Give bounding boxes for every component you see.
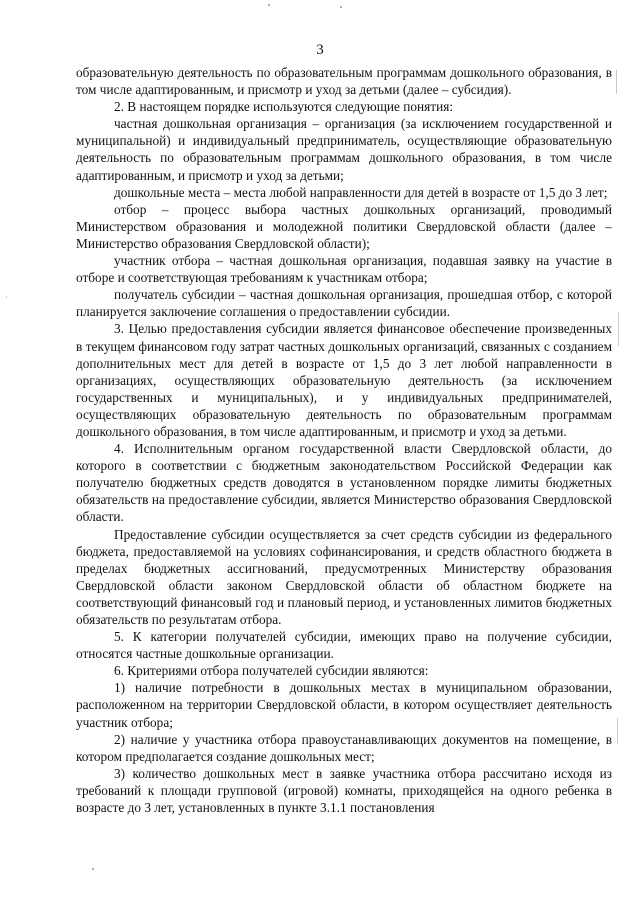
paragraph: 5. К категории получателей субсидии, имеющих право на получение субсидии, относятся частные дошкольные организации. (76, 629, 612, 662)
paragraph: 2. В настоящем порядке используются следующие понятия: (114, 99, 454, 115)
scan-artifact (618, 312, 619, 346)
paragraph: 1) наличие потребности в дошкольных местах в муниципальном образовании, расположенном на территории Свердловской области, в котором осуществляет деятельность участник отбора; (76, 680, 612, 730)
document-body (76, 64, 612, 816)
page-number: 3 (316, 42, 324, 58)
scan-artifact (340, 6, 342, 8)
paragraph: 4. Исполнительным органом государственной власти Свердловской области, до которого в соответствии с бюджетным законодательством Российской Федерации как получателю бюджетных средств доводятся в установленном порядке лимиты бюджетных обязательств на предоставление субсидии, является Министерство образования Свердловской области. (76, 441, 612, 525)
paragraph: Предоставление субсидии осуществляется за счет средств субсидии из федерального бюджета, предоставляемой на условиях софинансирования, и средств областного бюджета в пределах бюджетных ассигнований, предусмотренных Министерству образования Свердловской области законом Свердловской области об областном бюджете на соответствующий финансовый год и плановый период, и установленных лимитов бюджетных обязательств по результатам отбора. (76, 526, 612, 627)
scan-artifact (6, 296, 7, 298)
paragraph: получатель субсидии – частная дошкольная организация, прошедшая отбор, с которой планируется заключение соглашения о предоставлении субсидии. (76, 287, 612, 320)
scan-artifact (92, 868, 94, 870)
paragraph: отбор – процесс выбора частных дошкольных организаций, проводимый Министерством образования и молодежной политики Свердловской области (далее – Министерство образования Свердловской области); (76, 201, 612, 251)
paragraph: 3. Целью предоставления субсидии является финансовое обеспечение произведенных в текущем финансовом году затрат частных дошкольных организаций, связанных с созданием дополнительных мест для детей в возрасте от 1,5 до 3 лет любой направленности в организациях, осуществляющих образовательную деятельность (за исключением государственных и муниципальных), и у индивидуальных предпринимателей, осуществляющих образовательную деятельность по образовательным программам дошкольного образования, в том числе адаптированным, и присмотр и уход за детьми. (76, 321, 612, 439)
paragraph: дошкольные места – места любой направленности для детей в возрасте от 1,5 до 3 лет; (114, 184, 608, 200)
paragraph: частная дошкольная организация – организация (за исключением государственной и муниципальной) и индивидуальный предприниматель, осуществляющие образовательную деятельность по образовательным программам дошкольного образования, в том числе адаптированным, и присмотр и уход за детьми; (76, 116, 612, 183)
paragraph: 3) количество дошкольных мест в заявке участника отбора рассчитано исходя из требований к площади групповой (игровой) комнаты, приходящейся на одного ребенка в возрасте до 3 лет, установленных в пункте 3.1.1 постановления (76, 765, 612, 816)
paragraph: 6. Критериями отбора получателей субсидии являются: (114, 663, 429, 679)
paragraph: 2) наличие у участника отбора правоустанавливающих документов на помещение, в котором предполагается создание дошкольных мест; (76, 731, 612, 764)
paragraph: участник отбора – частная дошкольная организация, подавшая заявку на участие в отборе и соответствующая требованиям к участникам отбора; (76, 253, 612, 286)
scan-artifact (616, 70, 617, 94)
scan-artifact (268, 4, 270, 6)
scan-artifact (617, 718, 618, 744)
paragraph: образовательную деятельность по образовательным программам дошкольного образования, в том числе адаптированным, и присмотр и уход за детьми (далее – субсидия). (76, 65, 612, 98)
